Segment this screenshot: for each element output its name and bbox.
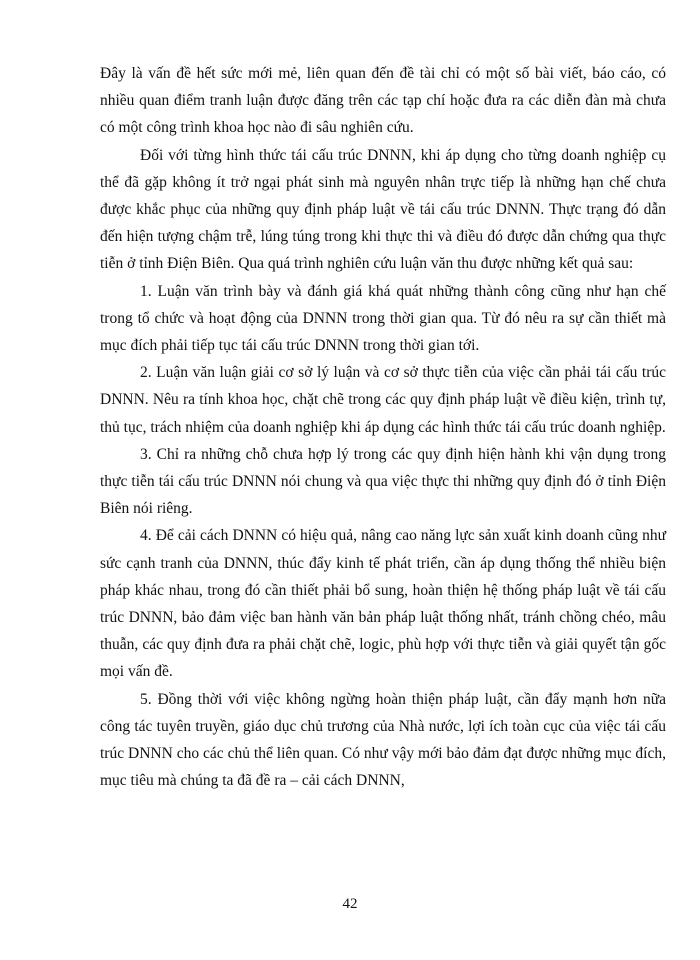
paragraph-result-2: 2. Luận văn luận giải cơ sở lý luận và cơ sở thực tiễn của việc cần phải tái cấu trúc DNNN. Nêu ra tính khoa học, chặt chẽ trong các quy định pháp luật về điều kiện, trình tự, thủ tục, trách nhiệm của doanh nghiệp khi áp dụng các hình thức tái cấu trúc doanh nghiệp. (100, 364, 666, 436)
paragraph-result-1: 1. Luận văn trình bày và đánh giá khá quát những thành công cũng như hạn chế trong tổ chức và hoạt động của DNNN trong thời gian qua. Từ đó nêu ra sự cần thiết mà mục đích phải tiếp tục tái cấu trúc DNNN trong thời gian tới. (100, 282, 666, 355)
paragraph-result-3: 3. Chỉ ra những chỗ chưa hợp lý trong các quy định hiện hành khi vận dụng trong thực tiễn tái cấu trúc DNNN nói chung và qua việc thực thi những quy định đó ở tỉnh Điện Biên nói riêng. (100, 445, 666, 518)
paragraph-result-4: 4. Để cải cách DNNN có hiệu quả, nâng cao năng lực sản xuất kinh doanh cũng như sức cạnh tranh của DNNN, thúc đẩy kinh tế phát triển, cần áp dụng thống thể nhiều biện pháp khác nhau, trong đó cần thiết phải bổ sung, hoàn thiện hệ thống pháp luật về tái cấu trúc DNNN, bảo đảm việc ban hành văn bản pháp luật thống nhất, tránh chồng chéo, mâu thuẫn, các quy định đưa ra phải chặt chẽ, logic, phù hợp với thực tiễn và giải quyết tận gốc mọi vấn đề. (100, 527, 666, 681)
document-body (100, 60, 666, 794)
paragraph-continuation: Đây là vấn đề hết sức mới mẻ, liên quan đến đề tài chỉ có một số bài viết, báo cáo, có nhiều quan điểm tranh luận được đăng trên các tạp chí hoặc đưa ra các diễn đàn mà chưa có một công trình khoa học nào đi sâu nghiên cứu. (100, 65, 666, 137)
page-number: 42 (342, 896, 358, 912)
paragraph-result-5: 5. Đồng thời với việc không ngừng hoàn thiện pháp luật, cần đẩy mạnh hơn nữa công tác tuyên truyền, giáo dục chủ trương của Nhà nước, lợi ích toàn cục của việc tái cấu trúc DNNN cho các chủ thể liên quan. Có như vậy mới bảo đảm đạt được những mục đích, mục tiêu mà chúng ta đã đề ra – cải cách DNNN, (100, 690, 666, 790)
paragraph-restructuring-obstacles: Đối với từng hình thức tái cấu trúc DNNN, khi áp dụng cho từng doanh nghiệp cụ thể đã gặp không ít trở ngại phát sinh mà nguyên nhân trực tiếp là những hạn chế chưa được khắc phục của những quy định pháp luật về tái cấu trúc DNNN. Thực trạng đó dẫn đến hiện tượng chậm trễ, lúng túng trong khi thực thi và điều đó được dẫn chứng qua thực tiễn ở tỉnh Điện Biên. Qua quá trình nghiên cứu luận văn thu được những kết quả sau: (100, 146, 666, 273)
